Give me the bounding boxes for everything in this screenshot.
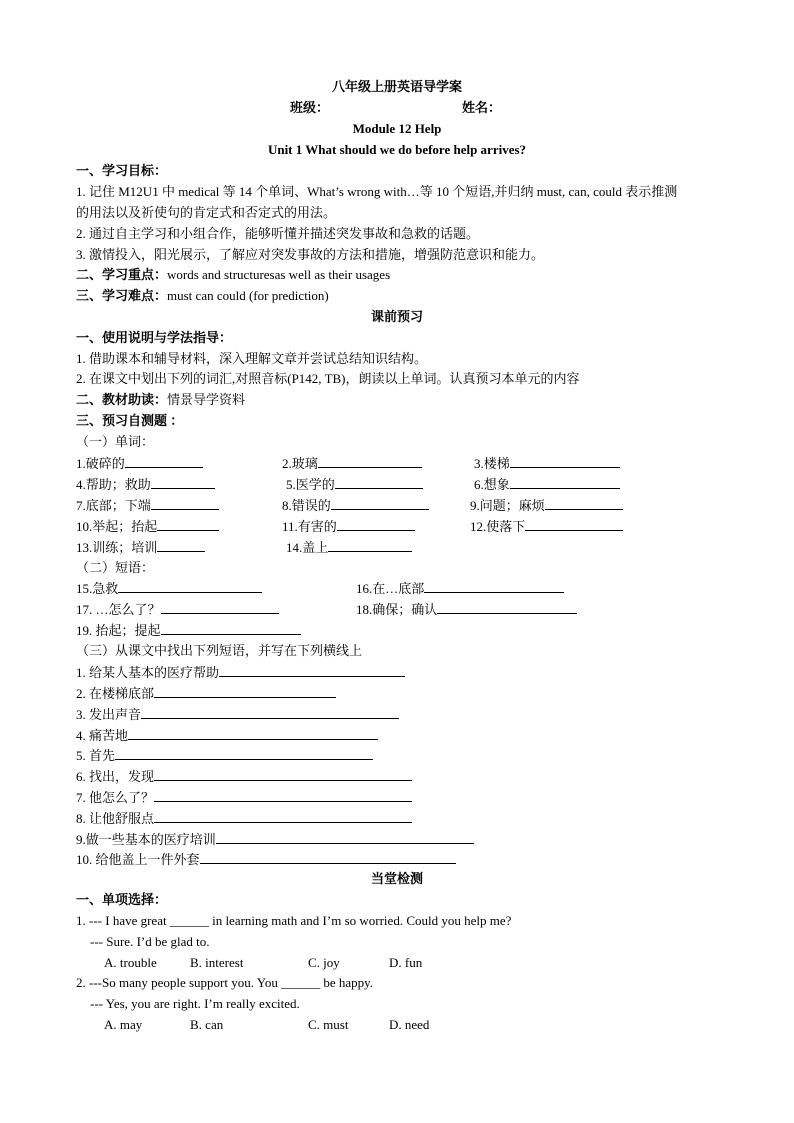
answer-blank[interactable]: [424, 579, 564, 593]
single-choice-heading: 一、单项选择：: [76, 892, 168, 907]
answer-blank[interactable]: [118, 579, 262, 593]
find-item: 9.做一些基本的医疗培训: [76, 830, 474, 849]
answer-blank[interactable]: [200, 850, 456, 864]
answer-blank[interactable]: [510, 475, 620, 489]
word-item: 2.玻璃: [282, 454, 422, 473]
find-heading: （三）从课文中找出下列短语，并写在下列横线上: [76, 643, 363, 658]
phrase-item: 18.确保；确认: [356, 600, 577, 619]
phrase-item: 17. …怎么了？: [76, 600, 279, 619]
find-item: 3. 发出声音: [76, 705, 399, 724]
find-item: 8. 让他舒服点: [76, 809, 412, 828]
word-item: 5.医学的: [286, 475, 423, 494]
phrases-heading: （二）短语：: [76, 560, 155, 575]
guide-item: 2. 在课文中划出下列的词汇,对照音标(P142, TB)，朗读以上单词。认真预习本单元的内容: [76, 371, 580, 386]
answer-blank[interactable]: [154, 809, 412, 823]
words-heading: （一）单词：: [76, 434, 155, 449]
difficult-points-text: must can could (for prediction): [167, 288, 329, 303]
answer-blank[interactable]: [216, 830, 474, 844]
self-test-heading: 三、预习自测题 ：: [76, 413, 184, 428]
key-points-label: 二、学习重点：: [76, 267, 168, 282]
answer-blank[interactable]: [437, 600, 577, 614]
question-reply: --- Sure. I’d be glad to.: [90, 934, 210, 949]
option[interactable]: A. may: [104, 1017, 143, 1032]
guide-item: 1. 借助课本和辅导材料，深入理解文章并尝试总结知识结构。: [76, 351, 428, 366]
question-text: 2. ---So many people support you. You ______ be happy.: [76, 975, 374, 990]
answer-blank[interactable]: [154, 684, 336, 698]
aid-text: 情景导学资料: [167, 392, 246, 407]
answer-blank[interactable]: [331, 496, 429, 510]
goal-line: 1. 记住 M12U1 中 medical 等 14 个单词、What’s wrong with…等 10 个短语,并归纳 must, can, could 表示推测: [76, 184, 678, 199]
test-heading: 当堂检测: [370, 871, 423, 886]
answer-blank[interactable]: [335, 475, 423, 489]
goal-line: 的用法以及祈使句的肯定式和否定式的用法。: [76, 205, 337, 220]
unit-title: Unit 1 What should we do before help arrives?: [267, 142, 527, 157]
answer-blank[interactable]: [545, 496, 623, 510]
word-item: 9.问题；麻烦: [470, 496, 623, 515]
word-item: 6.想象: [474, 475, 620, 494]
module-title: Module 12 Help: [352, 121, 442, 136]
option[interactable]: C. must: [308, 1017, 349, 1032]
answer-blank[interactable]: [161, 600, 279, 614]
class-label: 班级：: [290, 100, 330, 115]
page-title: 八年级上册英语导学案: [331, 79, 462, 94]
answer-blank[interactable]: [510, 454, 620, 468]
option[interactable]: C. joy: [308, 955, 340, 970]
answer-blank[interactable]: [318, 454, 422, 468]
preview-heading: 课前预习: [370, 309, 423, 324]
answer-blank[interactable]: [154, 767, 412, 781]
find-item: 4. 痛苦地: [76, 726, 378, 745]
find-item: 2. 在楼梯底部: [76, 684, 336, 703]
phrase-item: 16.在…底部: [356, 579, 564, 598]
name-label: 姓名：: [462, 100, 502, 115]
option[interactable]: B. interest: [190, 955, 244, 970]
word-item: 12.使落下: [470, 517, 623, 536]
find-item: 6. 找出，发现: [76, 767, 412, 786]
answer-blank[interactable]: [115, 746, 373, 760]
answer-blank[interactable]: [219, 663, 405, 677]
find-item: 5. 首先: [76, 746, 373, 765]
answer-blank[interactable]: [141, 705, 399, 719]
find-item: 1. 给某人基本的医疗帮助: [76, 663, 405, 682]
answer-blank[interactable]: [154, 788, 412, 802]
find-item: 10. 给他盖上一件外套: [76, 850, 456, 869]
answer-blank[interactable]: [161, 621, 301, 635]
word-item: 11.有害的: [282, 517, 415, 536]
answer-blank[interactable]: [125, 454, 203, 468]
goal-line: 3. 激情投入，阳光展示，了解应对突发事故的方法和措施，增强防范意识和能力。: [76, 247, 545, 262]
option[interactable]: A. trouble: [104, 955, 157, 970]
key-points-text: words and structuresas well as their usages: [167, 267, 391, 282]
word-item: 8.错误的: [282, 496, 429, 515]
word-item: 3.楼梯: [474, 454, 620, 473]
answer-blank[interactable]: [157, 517, 219, 531]
phrase-item: 19. 抬起；提起: [76, 621, 301, 640]
option[interactable]: D. fun: [389, 955, 423, 970]
goal-line: 2. 通过自主学习和小组合作，能够听懂并描述突发事故和急救的话题。: [76, 226, 480, 241]
word-item: 1.破碎的: [76, 454, 203, 473]
find-item: 7. 他怎么了？: [76, 788, 412, 807]
answer-blank[interactable]: [337, 517, 415, 531]
word-item: 13.训练；培训: [76, 538, 205, 557]
answer-blank[interactable]: [157, 538, 205, 552]
answer-blank[interactable]: [128, 726, 378, 740]
question-reply: --- Yes, you are right. I’m really excited.: [90, 996, 300, 1011]
goals-heading: 一、学习目标：: [76, 163, 168, 178]
phrase-item: 15.急救: [76, 579, 262, 598]
word-item: 4.帮助；救助: [76, 475, 215, 494]
word-item: 7.底部；下端: [76, 496, 219, 515]
word-item: 14.盖上: [286, 538, 412, 557]
answer-blank[interactable]: [151, 496, 219, 510]
difficult-points: [76, 287, 329, 305]
answer-blank[interactable]: [328, 538, 412, 552]
aid-label: 二、教材助读：: [76, 392, 168, 407]
word-item: 10.举起；抬起: [76, 517, 219, 536]
guide-heading: 一、使用说明与学法指导：: [76, 330, 233, 345]
aid: [76, 391, 245, 409]
option[interactable]: B. can: [190, 1017, 224, 1032]
difficult-points-label: 三、学习难点：: [76, 288, 168, 303]
key-points: [76, 266, 390, 284]
option[interactable]: D. need: [389, 1017, 430, 1032]
answer-blank[interactable]: [151, 475, 215, 489]
answer-blank[interactable]: [525, 517, 623, 531]
question-text: 1. --- I have great ______ in learning math and I’m so worried. Could you help me?: [76, 913, 512, 928]
